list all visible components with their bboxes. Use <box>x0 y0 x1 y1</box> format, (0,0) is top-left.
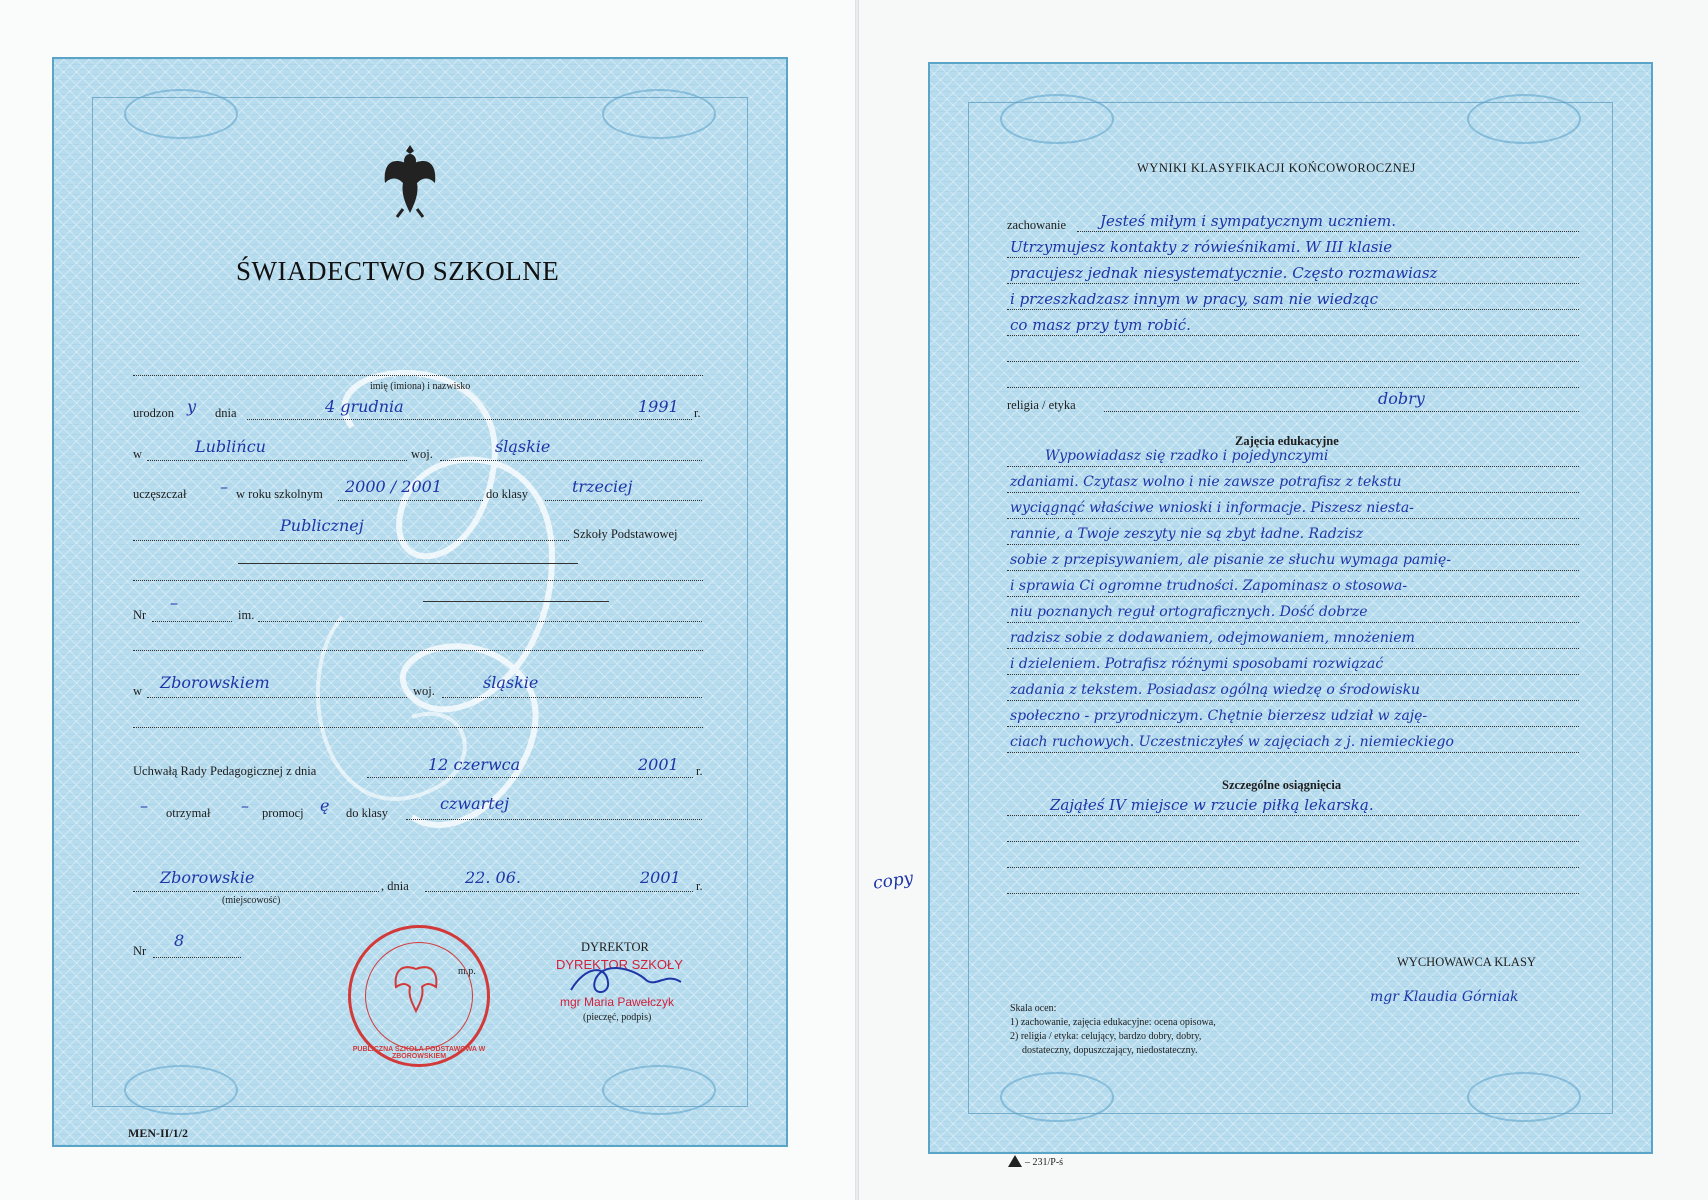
blank-line <box>133 650 703 651</box>
results-heading: WYNIKI KLASYFIKACJI KOŃCOWOROCZNEJ <box>1137 161 1416 175</box>
promotion-class-line <box>406 819 702 820</box>
achievements-heading: Szczególne osiągnięcia <box>1222 778 1342 792</box>
education-line <box>1007 596 1579 597</box>
school-year-label: w roku szkolnym <box>236 487 323 501</box>
behavior-line <box>1007 387 1579 388</box>
birth-year: 1991 <box>638 397 679 416</box>
birth-line <box>247 419 692 420</box>
patron-line <box>258 621 702 622</box>
education-text-line: i dzieleniem. Potrafisz różnymi sposobami rozwiązać <box>1010 656 1384 672</box>
school-place-line <box>147 697 407 698</box>
birth-place: Lublińcu <box>195 437 266 456</box>
rule-line <box>423 601 609 602</box>
director-label: DYREKTOR <box>581 940 649 954</box>
form-code: MEN-II/1/2 <box>128 1126 188 1140</box>
education-line <box>1007 700 1579 701</box>
corner-ornament <box>1467 94 1581 144</box>
education-line <box>1007 752 1579 753</box>
attended-suffix: – <box>220 477 228 496</box>
resolution-line <box>367 777 693 778</box>
nr-label: Nr <box>133 608 147 622</box>
religion-grade: dobry <box>1378 389 1425 408</box>
issue-r-label: r. <box>696 879 703 893</box>
behavior-text-line: pracujesz jednak niesystematycznie. Często rozmawiasz <box>1010 264 1438 282</box>
w-label-school: w <box>133 684 143 698</box>
mp-label: m.p. <box>458 966 476 977</box>
director-stamp: DYREKTOR SZKOŁY <box>556 957 683 972</box>
education-text-line: ciach ruchowych. Uczestniczyłeś w zajęciach z j. niemieckiego <box>1010 734 1454 750</box>
corner-ornament <box>1467 1072 1581 1122</box>
education-line <box>1007 518 1579 519</box>
birth-voivodeship-line <box>440 460 702 461</box>
blank-line <box>133 727 703 728</box>
to-class-label: do klasy <box>486 487 529 501</box>
school-voivodeship-line <box>442 697 702 698</box>
birth-place-line <box>147 460 407 461</box>
corner-ornament <box>1000 94 1114 144</box>
place-caption: (miejscowość) <box>222 895 281 906</box>
received-suffix: – <box>241 796 249 815</box>
religion-line <box>1104 411 1579 412</box>
behavior-text-line: Jesteś miłym i sympatycznym uczniem. <box>1100 212 1397 230</box>
issue-date: 22. 06. <box>465 868 521 887</box>
issue-place: Zborowskie <box>160 868 255 887</box>
printer-mark-icon <box>1008 1155 1022 1167</box>
promotion-class-label: do klasy <box>346 806 389 820</box>
promotion-class: czwartej <box>440 794 510 813</box>
scale-title: Skala ocen: <box>1010 1003 1057 1014</box>
education-line <box>1007 622 1579 623</box>
class-attended: trzeciej <box>572 477 633 496</box>
woj-label: woj. <box>411 447 433 461</box>
birth-date: 4 grudnia <box>325 397 404 416</box>
education-text-line: zdaniami. Czytasz wolno i nie zawsze potrafisz z tekstu <box>1010 474 1402 490</box>
resolution-r-label: r. <box>696 764 703 778</box>
school-place: Zborowskiem <box>160 673 270 692</box>
behavior-line <box>1007 257 1579 258</box>
born-label: urodzon <box>133 406 174 420</box>
page-fold <box>855 0 859 1200</box>
education-line <box>1007 648 1579 649</box>
cert-nr-label: Nr <box>133 944 147 958</box>
birth-voivodeship: śląskie <box>495 437 551 456</box>
behavior-line <box>1007 335 1579 336</box>
nr-line <box>152 621 232 622</box>
achievements-line <box>1007 867 1579 868</box>
school-type-line <box>133 540 569 541</box>
polish-eagle-icon <box>381 143 439 219</box>
footer-code: – 231/P-ś <box>1025 1157 1064 1168</box>
achievement-text: Zająłeś IV miejsce w rzucie piłką lekarską. <box>1050 796 1374 814</box>
school-type-handwritten: Publicznej <box>280 516 364 535</box>
education-text-line: społeczno - przyrodniczym. Chętnie bierzesz udział w zaję- <box>1010 708 1428 724</box>
nr-value: – <box>170 593 178 612</box>
issue-date-line <box>425 891 693 892</box>
education-heading: Zajęcia edukacyjne <box>1235 434 1339 448</box>
resolution-date: 12 czerwca <box>428 755 521 774</box>
school-voivodeship: śląskie <box>483 673 539 692</box>
seal-caption: (pieczęć, podpis) <box>583 1012 652 1023</box>
achievements-line <box>1007 815 1579 816</box>
name-line <box>133 375 703 376</box>
school-year-line <box>338 500 483 501</box>
education-line <box>1007 466 1579 467</box>
attended-label: uczęszczał <box>133 487 187 501</box>
education-text-line: i sprawia Ci ogromne trudności. Zapominasz o stosowa- <box>1010 578 1408 594</box>
promotion-suffix: ę <box>320 796 330 815</box>
teacher-name: mgr Klaudia Górniak <box>1370 989 1519 1005</box>
born-suffix: y <box>187 397 197 416</box>
name-caption: imię (imiona) i nazwisko <box>370 381 471 392</box>
scale-item: dostateczny, dopuszczający, niedostateczny. <box>1022 1045 1198 1056</box>
behavior-line <box>1077 231 1579 232</box>
behavior-text-line: i przeszkadzasz innym w pracy, sam nie wiedząc <box>1010 290 1378 308</box>
issue-place-line <box>133 891 379 892</box>
education-line <box>1007 570 1579 571</box>
stamp-text: PUBLICZNA SZKOŁA PODSTAWOWA W ZBOROWSKIEM <box>352 1046 486 1060</box>
resolution-label: Uchwałą Rady Pedagogicznej z dnia <box>133 764 317 778</box>
promotion-label: promocj <box>262 806 304 820</box>
behavior-line <box>1007 361 1579 362</box>
certificate-title: ŚWIADECTWO SZKOLNE <box>236 256 560 286</box>
school-type-label: Szkoły Podstawowej <box>573 527 678 541</box>
scale-item: 2) religia / etyka: celujący, bardzo dobry, dobry, <box>1010 1031 1202 1042</box>
education-line <box>1007 492 1579 493</box>
scale-item: 1) zachowanie, zajęcia edukacyjne: ocena opisowa, <box>1010 1017 1216 1028</box>
cert-nr: 8 <box>174 931 185 950</box>
resolution-year: 2001 <box>638 755 679 774</box>
issue-year: 2001 <box>640 868 681 887</box>
day-label: dnia <box>215 406 237 420</box>
teacher-label: WYCHOWAWCA KLASY <box>1397 955 1536 969</box>
behavior-line <box>1007 283 1579 284</box>
issue-day-label: , dnia <box>381 879 409 893</box>
education-text-line: Wypowiadasz się rzadko i pojedynczymi <box>1045 448 1329 464</box>
received-label: otrzymał <box>166 806 211 820</box>
behavior-text-line: Utrzymujesz kontakty z rówieśnikami. W III klasie <box>1010 238 1393 256</box>
school-seal-stamp <box>348 925 490 1067</box>
education-line <box>1007 726 1579 727</box>
school-year: 2000 / 2001 <box>345 477 442 496</box>
education-line <box>1007 674 1579 675</box>
education-text-line: radzisz sobie z dodawaniem, odejmowaniem, mnożeniem <box>1010 630 1415 646</box>
education-text-line: zadania z tekstem. Posiadasz ogólną wiedzę o środowisku <box>1010 682 1421 698</box>
education-text-line: wyciągnąć właściwe wnioski i informacje. Piszesz niesta- <box>1010 500 1414 516</box>
behavior-text-line: co masz przy tym robić. <box>1010 316 1191 334</box>
behavior-line <box>1007 309 1579 310</box>
cert-nr-line <box>153 957 241 958</box>
religion-label: religia / etyka <box>1007 398 1076 412</box>
margin-copy-note: copy <box>871 868 915 894</box>
blank-line <box>133 580 703 581</box>
w-label: w <box>133 447 143 461</box>
director-name: mgr Maria Pawełczyk <box>560 995 675 1009</box>
achievements-line <box>1007 893 1579 894</box>
director-signature-icon <box>566 960 686 1000</box>
corner-ornament <box>1000 1072 1114 1122</box>
achievements-line <box>1007 841 1579 842</box>
education-text-line: rannie, a Twoje zeszyty nie są zbyt ładne. Radzisz <box>1010 526 1364 542</box>
received-prefix: – <box>140 796 148 815</box>
woj-label-school: woj. <box>413 684 435 698</box>
im-label: im. <box>238 608 255 622</box>
rule-line <box>238 563 578 564</box>
education-text-line: sobie z przepisywaniem, ale pisanie ze słuchu wymaga pamię- <box>1010 552 1452 568</box>
year-r-label: r. <box>694 406 701 420</box>
class-line <box>545 500 702 501</box>
behavior-label: zachowanie <box>1007 218 1066 232</box>
education-text-line: niu poznanych reguł ortograficznych. Dość dobrze <box>1010 604 1368 620</box>
education-line <box>1007 544 1579 545</box>
seal-eagle-icon <box>348 925 484 1061</box>
